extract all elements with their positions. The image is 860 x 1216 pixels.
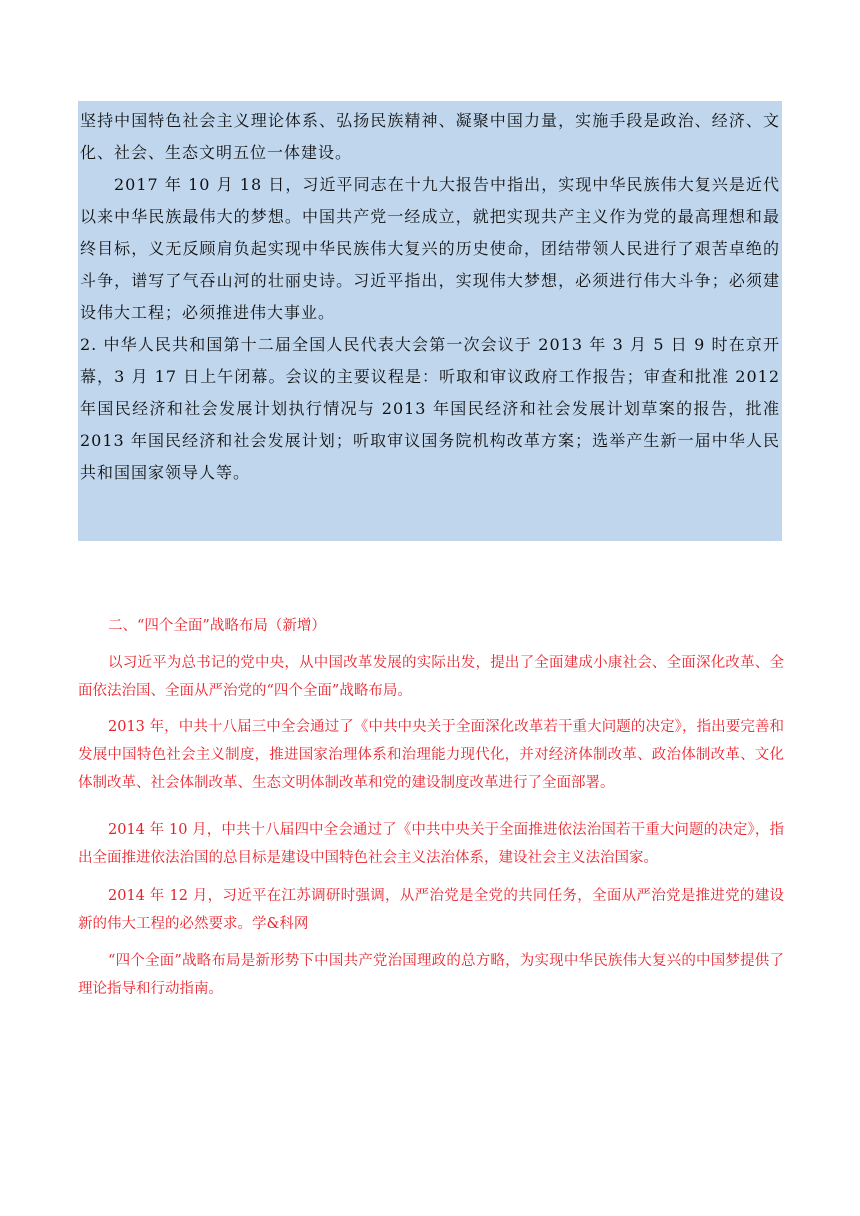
section-paragraph-3: 2014 年 10 月，中共十八届四中全会通过了《中共中央关于全面推进依法治国若干重大问题的决定》，指出全面推进依法治国的总目标是建设中国特色社会主义法治体系，建设社会主义法治国家。 <box>78 822 784 866</box>
section-heading: 二、“四个全面”战略布局（新增） <box>108 618 326 634</box>
section-paragraph-2: 2013 年，中共十八届三中全会通过了《中共中央关于全面深化改革若干重大问题的决定》，指出要完善和发展中国特色社会主义制度，推进国家治理体系和治理能力现代化，并对经济体制改革、政治体制改革、文化体制改革、社会体制改革、生态文明体制改革和党的建设制度改革进行了全面部署。 <box>78 719 784 791</box>
block-paragraph-3: 2. 中华人民共和国第十二届全国人民代表大会第一次会议于 2013 年 3 月 5 日 9 时在京开幕，3 月 17 日上午闭幕。会议的主要议程是：听取和审议政府工作报告；审查和批准 2012 年国民经济和社会发展计划执行情况与 2013 年国民经济和社会发展计划草案的报告，批准 2013 年国民经济和社会发展计划；听取审议国务院机构改革方案；选举产生新一届中华人民共和国国家领导人等。 <box>80 335 780 482</box>
section-paragraph-5: “四个全面”战略布局是新形势下中国共产党治国理政的总方略，为实现中华民族伟大复兴的中国梦提供了理论指导和行动指南。 <box>78 953 784 997</box>
block-paragraph-2: 2017 年 10 月 18 日，习近平同志在十九大报告中指出，实现中华民族伟大复兴是近代以来中华民族最伟大的梦想。中国共产党一经成立，就把实现共产主义作为党的最高理想和最终目标，义无反顾肩负起实现中华民族伟大复兴的历史使命，团结带领人民进行了艰苦卓绝的斗争，谱写了气吞山河的壮丽史诗。习近平指出，实现伟大梦想，必须进行伟大斗争；必须建设伟大工程；必须推进伟大事业。 <box>80 175 780 322</box>
highlighted-text-block <box>78 101 782 541</box>
section-paragraph-1: 以习近平为总书记的党中央，从中国改革发展的实际出发，提出了全面建成小康社会、全面深化改革、全面依法治国、全面从严治党的“四个全面”战略布局。 <box>78 655 784 699</box>
section-paragraph-4: 2014 年 12 月，习近平在江苏调研时强调，从严治党是全党的共同任务，全面从严治党是推进党的建设新的伟大工程的必然要求。学&科网 <box>78 888 784 932</box>
block-paragraph-1: 坚持中国特色社会主义理论体系、弘扬民族精神、凝聚中国力量，实施手段是政治、经济、文化、社会、生态文明五位一体建设。 <box>80 111 780 162</box>
